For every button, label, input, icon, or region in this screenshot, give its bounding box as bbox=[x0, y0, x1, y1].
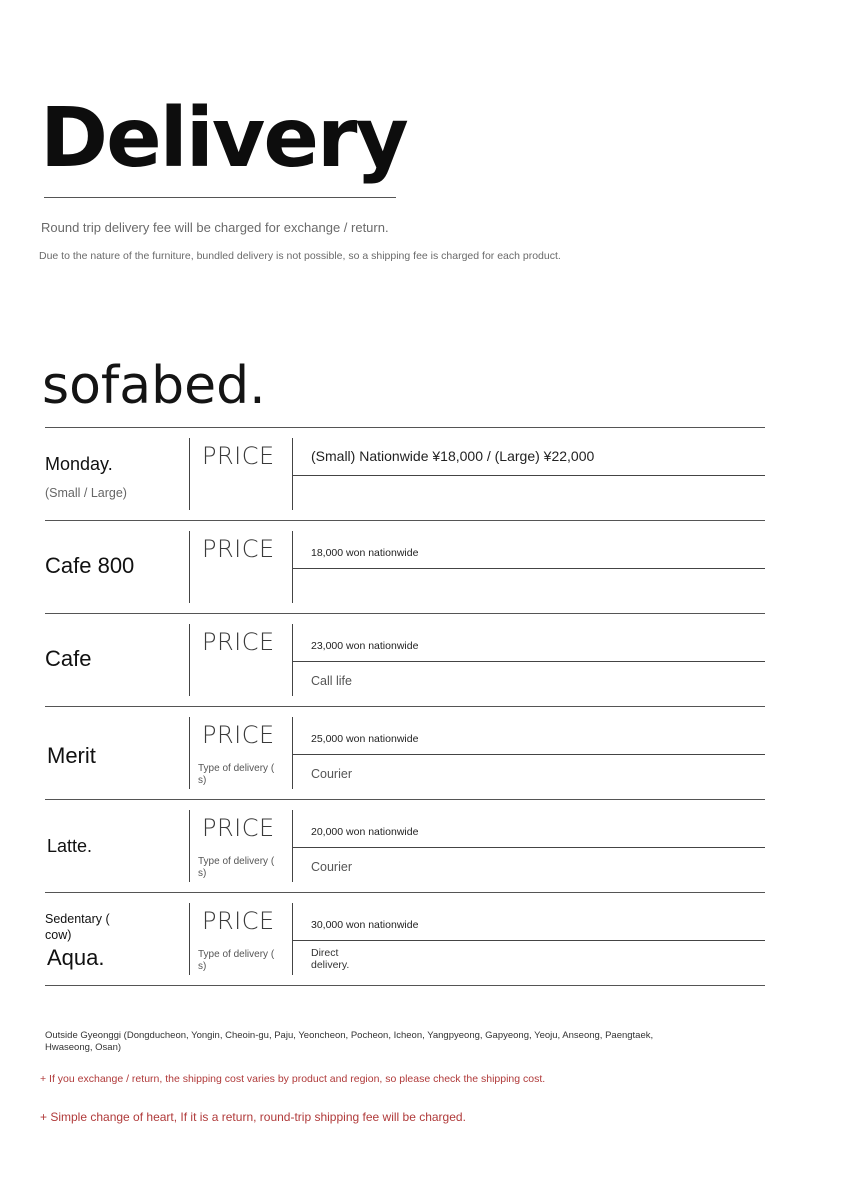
outside-gyeonggi-note: Outside Gyeonggi (Dongducheon, Yongin, Cheoin-gu, Paju, Yeoncheon, Pocheon, Icheon, Yangpyeong, Gapyeong, Yeoju, Anseong, Paengtaek, Hwaseong, Osan) bbox=[45, 1030, 654, 1053]
delivery-fee: 23,000 won nationwide bbox=[311, 640, 419, 652]
delivery-method: Call life bbox=[311, 674, 352, 688]
table-row bbox=[45, 799, 765, 892]
delivery-type-label: Type of delivery ( s) bbox=[198, 856, 275, 879]
table-row bbox=[45, 520, 765, 613]
price-label: PRICE bbox=[202, 814, 275, 842]
product-subname: (Small / Large) bbox=[45, 486, 127, 500]
product-name: Monday. bbox=[45, 454, 113, 474]
column-divider bbox=[292, 531, 293, 603]
row-divider bbox=[293, 940, 765, 941]
product-name: Aqua. bbox=[47, 945, 105, 970]
delivery-type-label: Type of delivery ( s) bbox=[198, 949, 275, 972]
product-subname: Sedentary ( cow) bbox=[45, 912, 110, 942]
column-divider bbox=[292, 717, 293, 789]
delivery-fee: 30,000 won nationwide bbox=[311, 919, 419, 931]
row-divider bbox=[293, 475, 765, 476]
delivery-table bbox=[45, 427, 765, 986]
column-divider bbox=[292, 624, 293, 696]
page-title: Delivery bbox=[40, 91, 407, 186]
delivery-method: Direct delivery. bbox=[311, 947, 350, 971]
section-title: sofabed. bbox=[42, 356, 266, 416]
row-divider bbox=[293, 754, 765, 755]
column-divider bbox=[189, 810, 190, 882]
price-label: PRICE bbox=[202, 721, 275, 749]
price-label: PRICE bbox=[202, 907, 275, 935]
column-divider bbox=[292, 810, 293, 882]
delivery-fee: 20,000 won nationwide bbox=[311, 826, 419, 838]
delivery-method: Courier bbox=[311, 767, 352, 781]
exchange-fee-note: Round trip delivery fee will be charged for exchange / return. bbox=[41, 220, 389, 235]
delivery-fee: 18,000 won nationwide bbox=[311, 547, 419, 559]
column-divider bbox=[292, 903, 293, 975]
title-divider bbox=[44, 197, 396, 198]
delivery-fee: (Small) Nationwide ¥18,000 / (Large) ¥22,000 bbox=[311, 448, 595, 464]
delivery-type-label: Type of delivery ( s) bbox=[198, 763, 275, 786]
column-divider bbox=[189, 903, 190, 975]
product-name: Cafe 800 bbox=[45, 553, 135, 578]
delivery-fee: 25,000 won nationwide bbox=[311, 733, 419, 745]
product-name: Merit bbox=[47, 743, 96, 768]
row-divider bbox=[293, 568, 765, 569]
column-divider bbox=[292, 438, 293, 510]
column-divider bbox=[189, 717, 190, 789]
price-label: PRICE bbox=[202, 535, 275, 563]
column-divider bbox=[189, 624, 190, 696]
table-row bbox=[45, 613, 765, 706]
product-name: Latte. bbox=[47, 836, 93, 856]
delivery-method: Courier bbox=[311, 860, 352, 874]
product-name: Cafe bbox=[45, 646, 92, 671]
table-row bbox=[45, 427, 765, 520]
price-label: PRICE bbox=[202, 442, 275, 470]
table-row bbox=[45, 706, 765, 799]
table-row bbox=[45, 892, 765, 986]
row-divider bbox=[293, 847, 765, 848]
column-divider bbox=[189, 438, 190, 510]
price-label: PRICE bbox=[202, 628, 275, 656]
row-divider bbox=[293, 661, 765, 662]
change-of-heart-note: + Simple change of heart, If it is a return, round-trip shipping fee will be charged. bbox=[40, 1110, 466, 1124]
column-divider bbox=[189, 531, 190, 603]
exchange-cost-note: + If you exchange / return, the shipping cost varies by product and region, so please check the shipping cost. bbox=[40, 1073, 546, 1085]
bundled-delivery-note: Due to the nature of the furniture, bundled delivery is not possible, so a shipping fee is charged for each product. bbox=[39, 250, 561, 262]
